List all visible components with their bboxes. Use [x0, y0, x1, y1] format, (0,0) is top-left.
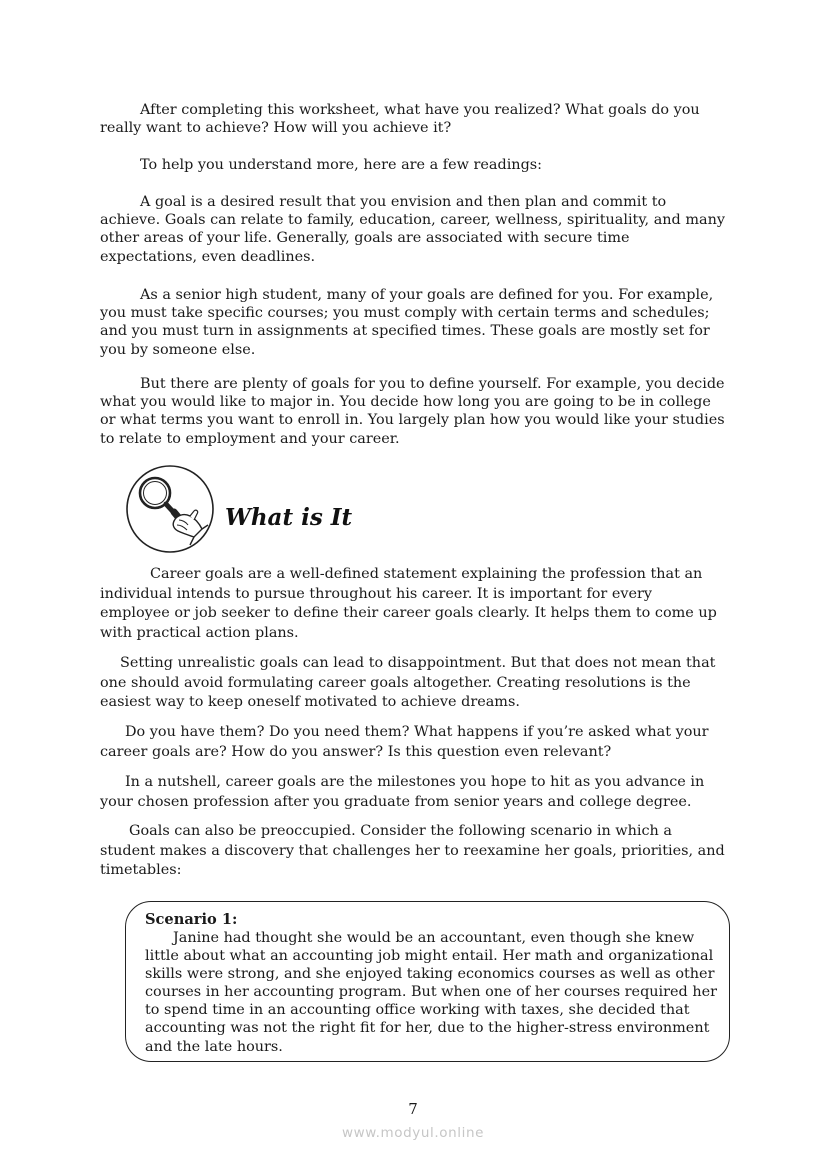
watermark: www.modyul.online	[341, 1125, 485, 1141]
body-paragraph-5: Goals can also be preoccupied. Consider the following scenario in which a student makes a discovery that challenges her to reexamine her goals, priorities, and timetables:	[100, 823, 725, 879]
intro-paragraph-3: A goal is a desired result that you envision and then plan and commit to achieve. Goals can relate to family, education, career, wellness, spirituality, and many other areas of your life. Generally, goals are associated with secure time expectations, even deadlines.	[100, 194, 725, 265]
body-paragraph-2: Setting unrealistic goals can lead to disappointment. But that does not mean that one should avoid formulating career goals altogether. Creating resolutions is the easiest way to keep oneself motivated to achieve dreams.	[100, 655, 716, 711]
body-paragraph-3: Do you have them? Do you need them? What happens if you’re asked what your career goals are? How do you answer? Is this question even relevant?	[100, 724, 709, 760]
body-paragraph-1: Career goals are a well-defined statement explaining the profession that an individual intends to pursue throughout his career. It is important for every employee or job seeker to define their career goals clearly. It helps them to come up with practical action plans.	[100, 566, 717, 641]
intro-paragraph-5: But there are plenty of goals for you to define yourself. For example, you decide what you would like to major in. You decide how long you are going to be in college or what terms you want to enroll in. You largely plan how you would like your studies to relate to employment and your career.	[100, 376, 725, 447]
section-title: What is It	[225, 504, 353, 531]
body-paragraph-4: In a nutshell, career goals are the milestones you hope to hit as you advance in your chosen profession after you graduate from senior years and college degree.	[100, 774, 705, 810]
scenario-text: Janine had thought she would be an accountant, even though she knew little about what an accounting job might entail. Her math and organizational skills were strong, and she enjoyed taking economics courses as well as other courses in her accounting program. But when one of her courses required her to spend time in an accounting office working with taxes, she decided that accounting was not the right fit for her, due to the higher-stress environment and the late hours.	[145, 930, 717, 1055]
intro-paragraph-1: After completing this worksheet, what have you realized? What goals do you really want to achieve? How will you achieve it?	[100, 102, 700, 137]
intro-paragraph-4: As a senior high student, many of your goals are defined for you. For example, you must take specific courses; you must comply with certain terms and schedules; and you must turn in assignments at specified times. These goals are mostly set for you by someone else.	[100, 287, 714, 358]
intro-paragraph-2: To help you understand more, here are a few readings:	[140, 157, 543, 173]
scenario-heading: Scenario 1:	[145, 911, 238, 928]
magnifying-glass-icon	[124, 465, 216, 553]
page-number: 7	[408, 1100, 418, 1118]
